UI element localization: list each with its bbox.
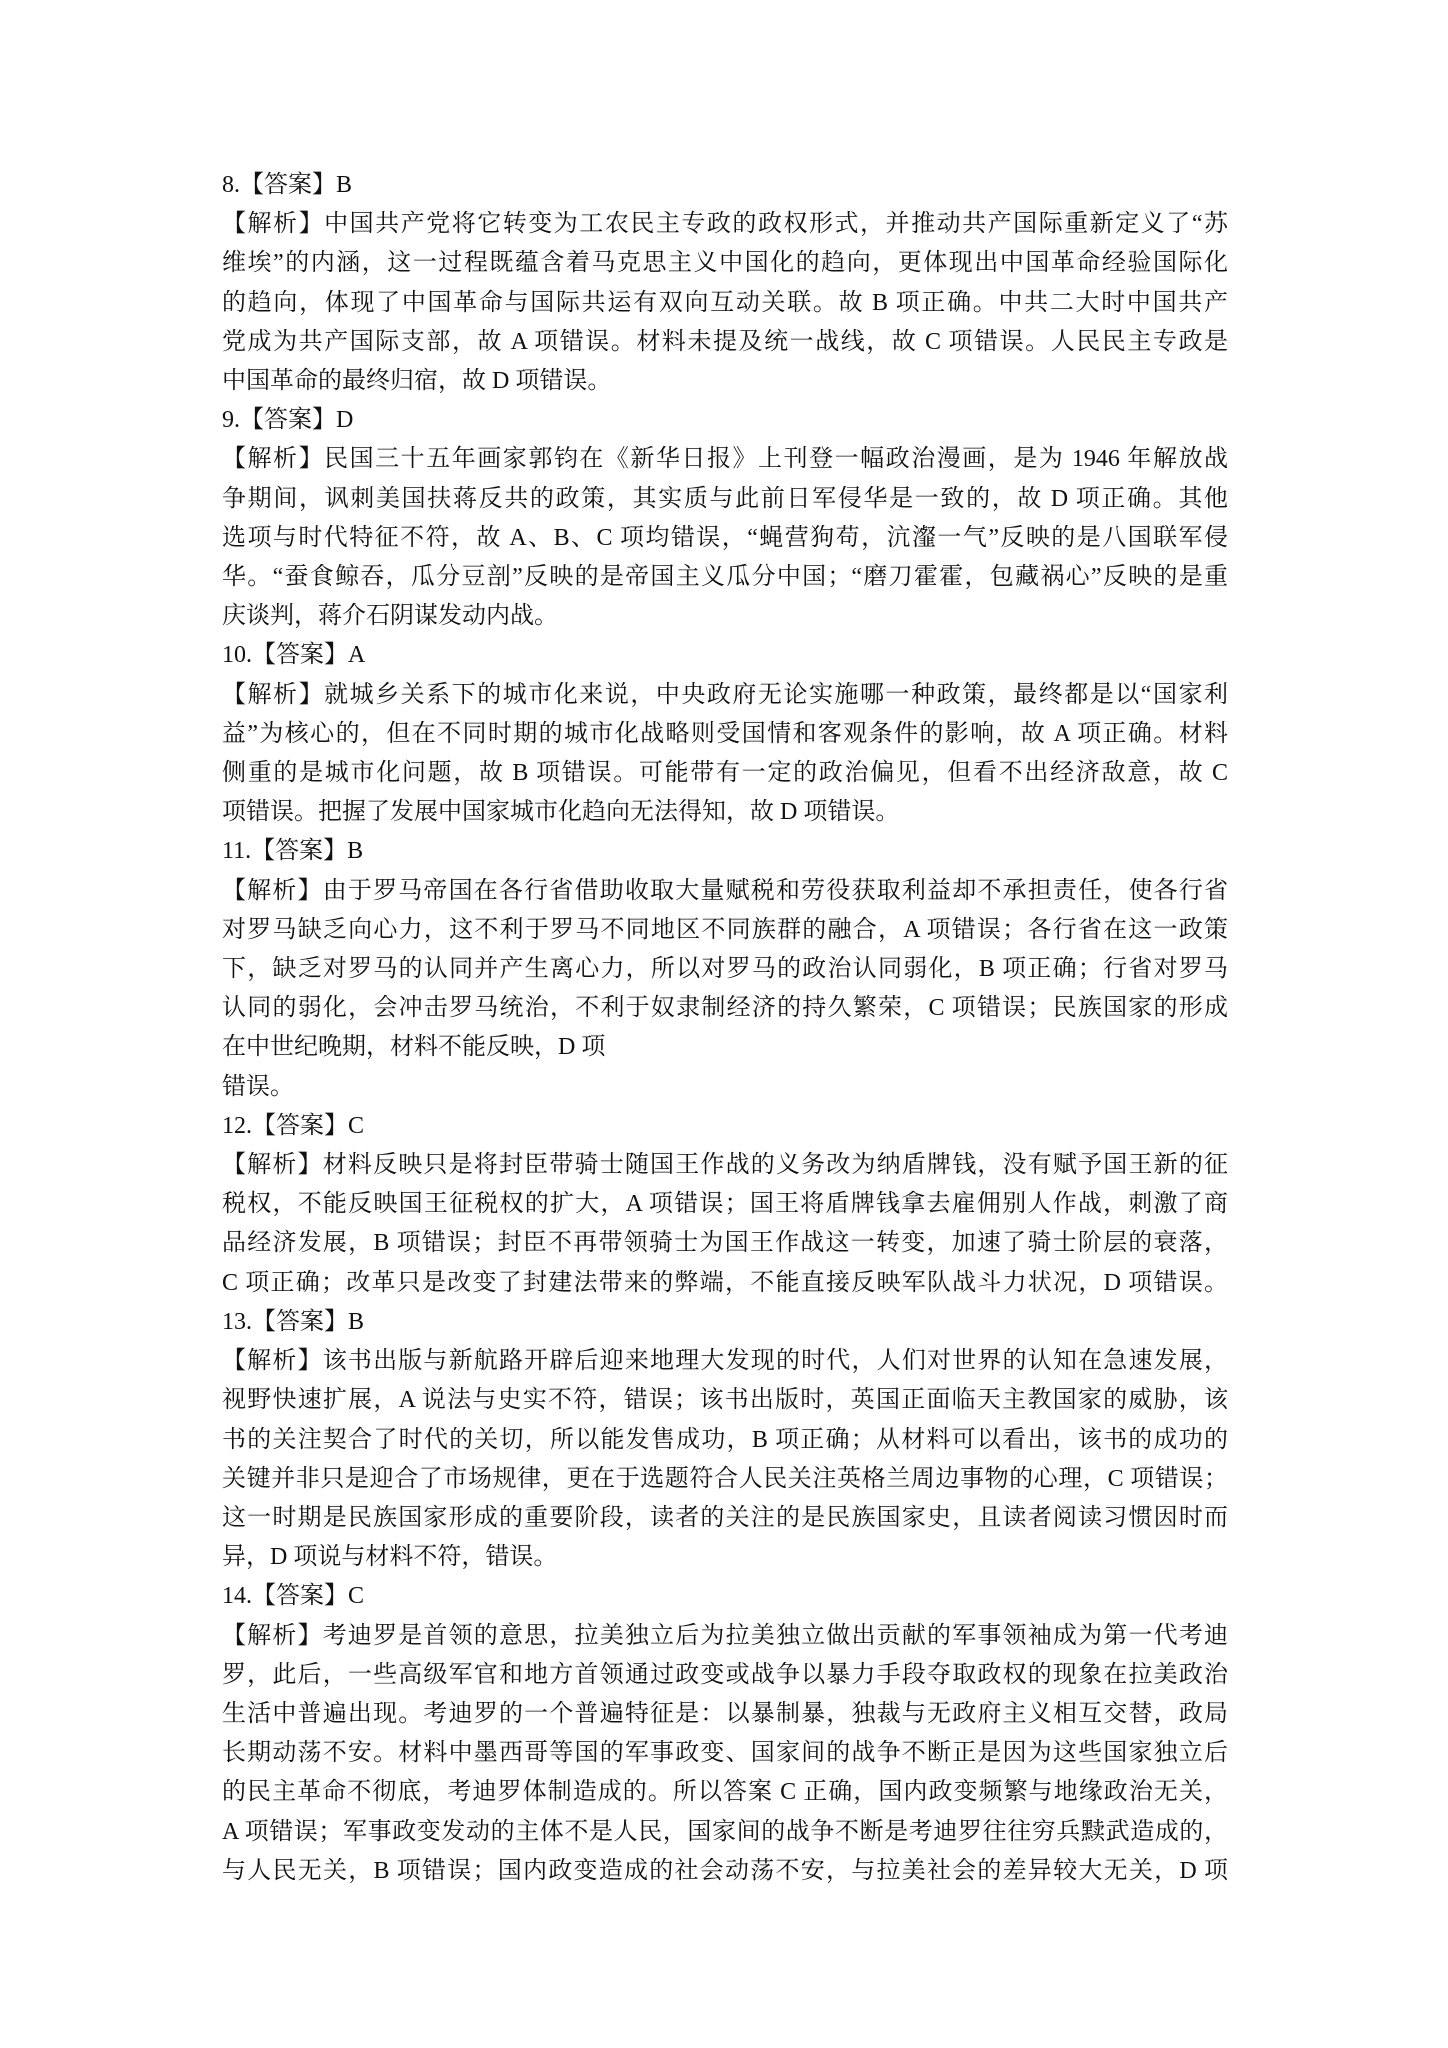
explanation-line: 税权，不能反映国王征税权的扩大，A 项错误；国王将盾牌钱拿去雇佣别人作战，刺激了商 bbox=[222, 1191, 1228, 1218]
explanation-line: 长期动荡不安。材料中墨西哥等国的军事政变、国家间的战争不断正是因为这些国家独立后 bbox=[222, 1740, 1228, 1767]
explanation-line: 【解析】民国三十五年画家郭钧在《新华日报》上刊登一幅政治漫画，是为 1946 年解放战 bbox=[222, 446, 1228, 473]
explanation-line: 争期间，讽刺美国扶蒋反共的政策，其实质与此前日军侵华是一致的，故 D 项正确。其他 bbox=[222, 485, 1228, 512]
explanation-line: 这一时期是民族国家形成的重要阶段，读者的关注的是民族国家史，且读者阅读习惯因时而 bbox=[222, 1504, 1228, 1531]
explanation-line: 选项与时代特征不符，故 A、B、C 项均错误，“蝇营狗苟，沆瀣一气”反映的是八国联军侵 bbox=[222, 524, 1228, 551]
explanation-line: 侧重的是城市化问题，故 B 项错误。可能带有一定的政治偏见，但看不出经济敌意，故 C bbox=[222, 760, 1228, 787]
answer-item bbox=[222, 1577, 1228, 1891]
explanation-line: C 项正确；改革只是改变了封建法带来的弊端，不能直接反映军队战斗力状况，D 项错误。 bbox=[222, 1269, 1228, 1296]
explanation-line: 生活中普遍出现。考迪罗的一个普遍特征是：以暴制暴，独裁与无政府主义相互交替，政局 bbox=[222, 1700, 1228, 1727]
explanation-line: 的民主革命不彻底，考迪罗体制造成的。所以答案 C 正确，国内政变频繁与地缘政治无关， bbox=[222, 1779, 1228, 1806]
answer-heading: 8.【答案】B bbox=[222, 172, 353, 198]
explanation-line: 益”为核心的，但在不同时期的城市化战略则受国情和客观条件的影响，故 A 项正确。材料 bbox=[222, 720, 1228, 747]
explanation-line: 罗，此后，一些高级军官和地方首领通过政变或战争以暴力手段夺取政权的现象在拉美政治 bbox=[222, 1661, 1228, 1688]
explanation-line: 项错误。把握了发展中国家城市化趋向无法得知，故 D 项错误。 bbox=[222, 799, 900, 826]
answer-item bbox=[222, 636, 1228, 832]
explanation-line: 【解析】考迪罗是首领的意思，拉美独立后为拉美独立做出贡献的军事领袖成为第一代考迪 bbox=[222, 1622, 1228, 1649]
answer-item bbox=[222, 832, 1228, 1106]
explanation-line: 与人民无关，B 项错误；国内政变造成的社会动荡不安，与拉美社会的差异较大无关，D 项 bbox=[222, 1857, 1228, 1884]
explanation-line: 庆谈判，蒋介石阴谋发动内战。 bbox=[222, 603, 558, 630]
explanation-line: 视野快速扩展，A 说法与史实不符，错误；该书出版时，英国正面临天主教国家的威胁，该 bbox=[222, 1387, 1228, 1414]
explanation-line: 【解析】材料反映只是将封臣带骑士随国王作战的义务改为纳盾牌钱，没有赋予国王新的征 bbox=[222, 1152, 1228, 1179]
explanation-line: 【解析】该书出版与新航路开辟后迎来地理大发现的时代，人们对世界的认知在急速发展， bbox=[222, 1348, 1228, 1375]
explanation-line: A 项错误；军事政变发动的主体不是人民，国家间的战争不断是考迪罗往往穷兵黩武造成的， bbox=[222, 1818, 1228, 1845]
answer-heading: 9.【答案】D bbox=[222, 407, 354, 434]
answer-item bbox=[222, 1303, 1228, 1577]
explanation-line: 【解析】就城乡关系下的城市化来说，中央政府无论实施哪一种政策，最终都是以“国家利 bbox=[222, 681, 1228, 708]
explanation-line: 认同的弱化，会冲击罗马统治，不利于奴隶制经济的持久繁荣，C 项错误；民族国家的形成 bbox=[222, 995, 1228, 1022]
explanation-line: 【解析】中国共产党将它转变为工农民主专政的政权形式，并推动共产国际重新定义了“苏 bbox=[222, 211, 1228, 238]
answer-heading: 10.【答案】A bbox=[222, 642, 366, 669]
explanation-line: 异，D 项说与材料不符，错误。 bbox=[222, 1544, 558, 1571]
explanation-line: 在中世纪晚期，材料不能反映，D 项 bbox=[222, 1034, 606, 1061]
answer-heading: 11.【答案】B bbox=[222, 838, 364, 865]
explanation-line: 关键并非只是迎合了市场规律，更在于选题符合人民关注英格兰周边事物的心理，C 项错误； bbox=[222, 1465, 1228, 1492]
answer-heading: 12.【答案】C bbox=[222, 1112, 365, 1139]
answer-item bbox=[222, 401, 1228, 636]
answer-item bbox=[222, 166, 1228, 401]
explanation-line: 党成为共产国际支部，故 A 项错误。材料未提及统一战线，故 C 项错误。人民民主专政是 bbox=[222, 328, 1228, 355]
explanation-line: 华。“蚕食鲸吞，瓜分豆剖”反映的是帝国主义瓜分中国；“磨刀霍霍，包藏祸心”反映的是重 bbox=[222, 564, 1228, 591]
answer-heading: 13.【答案】B bbox=[222, 1308, 365, 1335]
explanation-line: 对罗马缺乏向心力，这不利于罗马不同地区不同族群的融合，A 项错误；各行省在这一政策 bbox=[222, 916, 1228, 943]
explanation-line: 书的关注契合了时代的关切，所以能发售成功，B 项正确；从材料可以看出，该书的成功的 bbox=[222, 1426, 1228, 1453]
explanation-line: 维埃”的内涵，这一过程既蕴含着马克思主义中国化的趋向，更体现出中国革命经验国际化 bbox=[222, 250, 1228, 277]
explanation-line: 错误。 bbox=[222, 1073, 294, 1100]
answer-item bbox=[222, 1107, 1228, 1303]
explanation-line: 品经济发展，B 项错误；封臣不再带领骑士为国王作战这一转变，加速了骑士阶层的衰落， bbox=[222, 1230, 1228, 1257]
answer-heading: 14.【答案】C bbox=[222, 1583, 365, 1610]
answer-key-body bbox=[222, 166, 1228, 1891]
explanation-line: 下，缺乏对罗马的认同并产生离心力，所以对罗马的政治认同弱化，B 项正确；行省对罗马 bbox=[222, 956, 1228, 983]
explanation-line: 中国革命的最终归宿，故 D 项错误。 bbox=[222, 368, 612, 395]
explanation-line: 的趋向，体现了中国革命与国际共运有双向互动关联。故 B 项正确。中共二大时中国共产 bbox=[222, 289, 1228, 316]
explanation-line: 【解析】由于罗马帝国在各行省借助收取大量赋税和劳役获取利益却不承担责任，使各行省 bbox=[222, 877, 1228, 904]
